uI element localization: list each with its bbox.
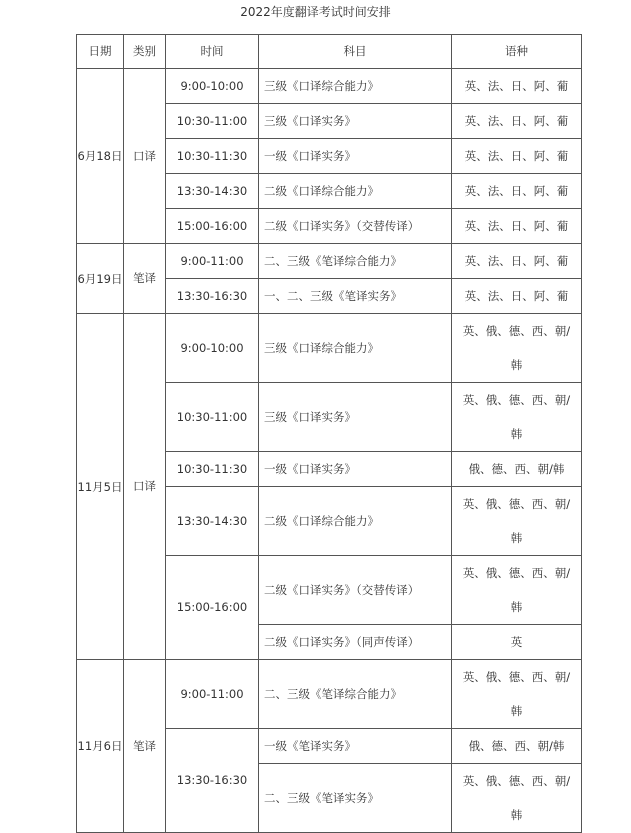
lang-cell: 英、俄、德、西、朝/韩 [452, 764, 582, 833]
lang-cell: 英、俄、德、西、朝/韩 [452, 487, 582, 556]
lang-cell: 俄、德、西、朝/韩 [452, 729, 582, 764]
subject-cell: 二、三级《笔译综合能力》 [259, 660, 452, 729]
subject-cell: 二级《口译综合能力》 [259, 174, 452, 209]
time-cell: 9:00-11:00 [166, 660, 259, 729]
subject-cell: 一级《口译实务》 [259, 139, 452, 174]
subject-cell: 一、二、三级《笔译实务》 [259, 279, 452, 314]
time-cell: 13:30-16:30 [166, 279, 259, 314]
time-cell: 15:00-16:00 [166, 209, 259, 244]
time-cell: 10:30-11:30 [166, 452, 259, 487]
page-title: 2022年度翻译考试时间安排 [240, 5, 391, 19]
header-row [77, 35, 582, 69]
header-lang: 语种 [452, 35, 582, 69]
type-cell: 笔译 [124, 244, 166, 314]
header-time: 时间 [166, 35, 259, 69]
header-type: 类别 [124, 35, 166, 69]
lang-cell: 俄、德、西、朝/韩 [452, 452, 582, 487]
lang-cell: 英、法、日、阿、葡 [452, 279, 582, 314]
lang-cell: 英、法、日、阿、葡 [452, 244, 582, 279]
lang-cell: 英、法、日、阿、葡 [452, 174, 582, 209]
table-row [77, 314, 582, 383]
subject-cell: 二级《口译实务》（交替传译） [259, 556, 452, 625]
date-cell: 6月18日 [77, 69, 124, 244]
time-cell: 13:30-14:30 [166, 487, 259, 556]
lang-cell: 英、法、日、阿、葡 [452, 139, 582, 174]
lang-cell: 英、法、日、阿、葡 [452, 209, 582, 244]
subject-cell: 一级《口译实务》 [259, 452, 452, 487]
table-row [77, 660, 582, 729]
lang-cell: 英、俄、德、西、朝/韩 [452, 383, 582, 452]
lang-cell: 英 [452, 625, 582, 660]
table-row [77, 69, 582, 104]
time-cell: 9:00-10:00 [166, 69, 259, 104]
lang-cell: 英、法、日、阿、葡 [452, 69, 582, 104]
type-cell: 口译 [124, 314, 166, 660]
time-cell: 13:30-14:30 [166, 174, 259, 209]
subject-cell: 二、三级《笔译实务》 [259, 764, 452, 833]
exam-schedule-table [76, 34, 582, 833]
subject-cell: 一级《笔译实务》 [259, 729, 452, 764]
lang-cell: 英、俄、德、西、朝/韩 [452, 660, 582, 729]
header-date: 日期 [77, 35, 124, 69]
time-cell: 9:00-10:00 [166, 314, 259, 383]
lang-cell: 英、法、日、阿、葡 [452, 104, 582, 139]
time-cell: 15:00-16:00 [166, 556, 259, 660]
lang-cell: 英、俄、德、西、朝/韩 [452, 556, 582, 625]
date-cell: 6月19日 [77, 244, 124, 314]
subject-cell: 三级《口译实务》 [259, 383, 452, 452]
subject-cell: 二级《口译综合能力》 [259, 487, 452, 556]
table-row [77, 244, 582, 279]
type-cell: 口译 [124, 69, 166, 244]
type-cell: 笔译 [124, 660, 166, 833]
subject-cell: 三级《口译综合能力》 [259, 69, 452, 104]
subject-cell: 二级《口译实务》（交替传译） [259, 209, 452, 244]
subject-cell: 三级《口译综合能力》 [259, 314, 452, 383]
subject-cell: 二级《口译实务》（同声传译） [259, 625, 452, 660]
time-cell: 9:00-11:00 [166, 244, 259, 279]
time-cell: 10:30-11:00 [166, 383, 259, 452]
time-cell: 13:30-16:30 [166, 729, 259, 833]
time-cell: 10:30-11:00 [166, 104, 259, 139]
date-cell: 11月6日 [77, 660, 124, 833]
time-cell: 10:30-11:30 [166, 139, 259, 174]
header-subject: 科目 [259, 35, 452, 69]
lang-cell: 英、俄、德、西、朝/韩 [452, 314, 582, 383]
subject-cell: 三级《口译实务》 [259, 104, 452, 139]
subject-cell: 二、三级《笔译综合能力》 [259, 244, 452, 279]
date-cell: 11月5日 [77, 314, 124, 660]
